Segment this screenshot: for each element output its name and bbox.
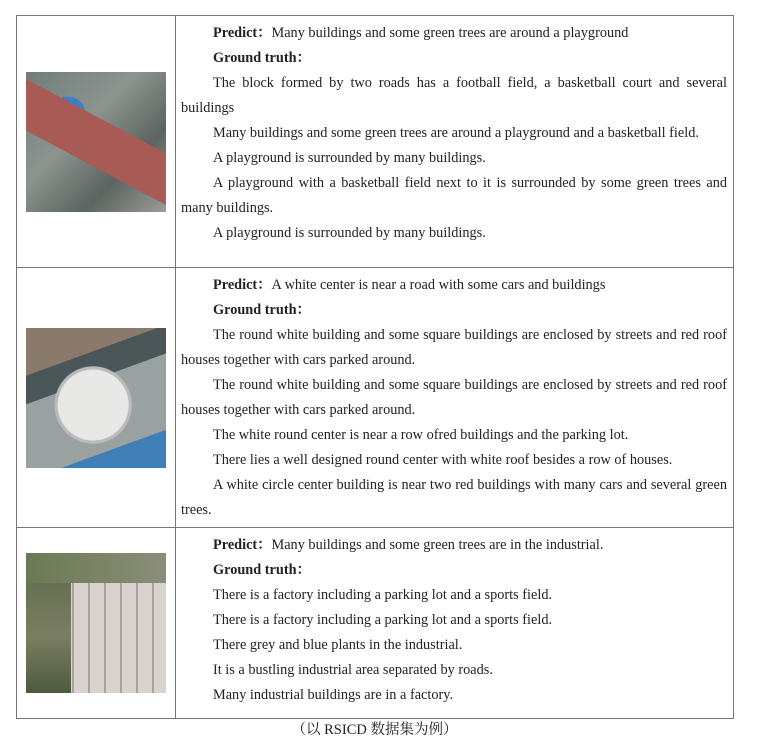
remote-sensing-image-center bbox=[26, 328, 166, 468]
remote-sensing-image-playground bbox=[26, 72, 166, 212]
ground-truth-caption: There is a factory including a parking lot and a sports field. bbox=[213, 612, 553, 628]
predict-label: Predict： bbox=[213, 537, 272, 553]
table-row bbox=[17, 528, 734, 719]
predict-label: Predict： bbox=[213, 277, 272, 293]
ground-truth-caption: Many industrial buildings are in a factory. bbox=[213, 687, 454, 703]
ground-truth-caption: There lies a well designed round center with white roof besides a row of houses. bbox=[213, 452, 673, 468]
ground-truth-caption: It is a bustling industrial area separated by roads. bbox=[213, 662, 493, 678]
ground-truth-caption: There grey and blue plants in the industrial. bbox=[213, 637, 463, 653]
predict-line bbox=[181, 533, 727, 558]
ground-truth-caption: The round white building and some square buildings are enclosed by streets and red roof houses together with cars parked around. bbox=[181, 377, 727, 418]
predict-line bbox=[181, 21, 727, 46]
ground-truth-label: Ground truth： bbox=[213, 50, 311, 66]
caption-cell bbox=[176, 528, 734, 719]
table-row bbox=[17, 268, 734, 528]
predict-label: Predict： bbox=[213, 25, 272, 41]
predict-line bbox=[181, 273, 727, 298]
ground-truth-caption: The block formed by two roads has a football field, a basketball court and several buildings bbox=[181, 75, 727, 116]
ground-truth-caption: A playground is surrounded by many buildings. bbox=[213, 225, 486, 241]
ground-truth-caption: A playground with a basketball field next to it is surrounded by some green trees and many buildings. bbox=[181, 175, 727, 216]
predict-text: A white center is near a road with some cars and buildings bbox=[271, 277, 606, 293]
table-row bbox=[17, 16, 734, 268]
results-table bbox=[16, 15, 734, 719]
remote-sensing-image-industrial bbox=[26, 553, 166, 693]
predict-text: Many buildings and some green trees are in the industrial. bbox=[271, 537, 604, 553]
predict-text: Many buildings and some green trees are around a playground bbox=[271, 25, 629, 41]
ground-truth-caption: The round white building and some square buildings are enclosed by streets and red roof houses together with cars parked around. bbox=[181, 327, 727, 368]
image-cell bbox=[17, 528, 176, 719]
image-cell bbox=[17, 268, 176, 528]
table-caption: （以 RSICD 数据集为例） bbox=[291, 722, 458, 738]
caption-cell bbox=[176, 268, 734, 528]
ground-truth-caption: A playground is surrounded by many buildings. bbox=[213, 150, 486, 166]
ground-truth-label: Ground truth： bbox=[213, 302, 311, 318]
caption-cell bbox=[176, 16, 734, 268]
ground-truth-caption: There is a factory including a parking lot and a sports field. bbox=[213, 587, 553, 603]
ground-truth-label: Ground truth： bbox=[213, 562, 311, 578]
ground-truth-caption: The white round center is near a row ofred buildings and the parking lot. bbox=[213, 427, 629, 443]
ground-truth-caption: Many buildings and some green trees are around a playground and a basketball field. bbox=[213, 125, 699, 141]
image-cell bbox=[17, 16, 176, 268]
ground-truth-caption: A white circle center building is near two red buildings with many cars and several green trees. bbox=[181, 477, 727, 518]
